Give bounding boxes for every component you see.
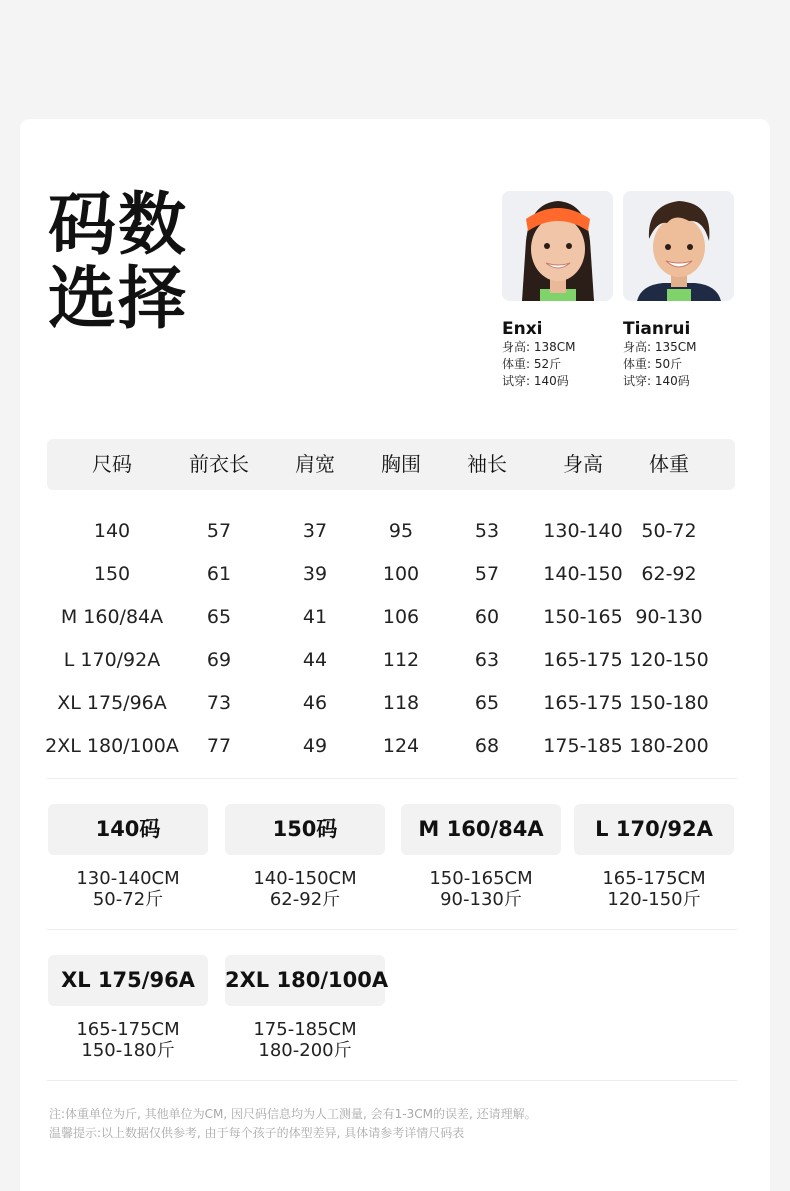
table-cell: 49 <box>302 735 328 757</box>
size-card-label: 150码 <box>225 804 385 855</box>
page-title-line-1: 码数 <box>48 186 189 265</box>
column-header: 体重 <box>649 452 689 476</box>
table-cell: 165-175 <box>543 649 623 671</box>
table-cell: 2XL 180/100A <box>45 735 179 757</box>
model-photo-tianrui <box>623 191 734 301</box>
footnote-tip: 温馨提示:以上数据仅供参考, 由于每个孩子的体型差异, 具体请参考详情尺码表 <box>49 1126 465 1140</box>
table-cell: 50-72 <box>641 520 697 542</box>
table-cell: 150 <box>93 563 131 585</box>
table-cell: 60 <box>474 606 500 628</box>
size-card-height: 175-185CM <box>253 1019 357 1040</box>
table-cell: 65 <box>206 606 232 628</box>
size-card-height: 165-175CM <box>76 1019 180 1040</box>
column-header: 身高 <box>563 452 603 476</box>
divider <box>47 929 737 930</box>
table-row <box>20 519 770 549</box>
size-card-weight: 150-180斤 <box>81 1040 175 1061</box>
table-cell: 150-180 <box>629 692 709 714</box>
size-card-label: 140码 <box>48 804 208 855</box>
model-card-tianrui <box>623 191 735 390</box>
table-cell: 65 <box>474 692 500 714</box>
table-row <box>20 648 770 678</box>
divider <box>47 1080 737 1081</box>
size-card-label: L 170/92A <box>574 804 734 855</box>
column-header: 胸围 <box>381 452 421 476</box>
table-cell: 120-150 <box>629 649 709 671</box>
table-cell: 41 <box>302 606 328 628</box>
table-cell: 69 <box>206 649 232 671</box>
boy-portrait-icon <box>623 191 734 301</box>
page-title-line-2: 选择 <box>48 260 189 339</box>
table-cell: 53 <box>474 520 500 542</box>
model-card-enxi <box>502 191 614 390</box>
size-card-height: 150-165CM <box>429 868 533 889</box>
page-title <box>48 186 189 339</box>
table-cell: 180-200 <box>629 735 709 757</box>
table-cell: 130-140 <box>543 520 623 542</box>
table-cell: 118 <box>382 692 420 714</box>
size-card-height: 165-175CM <box>602 868 706 889</box>
size-card-weight: 90-130斤 <box>440 889 522 910</box>
table-cell: L 170/92A <box>63 649 161 671</box>
table-cell: 37 <box>302 520 328 542</box>
table-cell: 39 <box>302 563 328 585</box>
table-cell: 140 <box>93 520 131 542</box>
table-cell: 100 <box>382 563 420 585</box>
table-cell: 165-175 <box>543 692 623 714</box>
table-cell: 44 <box>302 649 328 671</box>
model-name: Tianrui <box>623 319 691 339</box>
size-card-label: M 160/84A <box>401 804 561 855</box>
divider <box>47 778 737 779</box>
model-fit-size: 试穿: 140码 <box>623 374 690 388</box>
size-guide-card <box>20 119 770 1191</box>
table-cell: 57 <box>474 563 500 585</box>
table-row <box>20 562 770 592</box>
size-card <box>574 804 734 910</box>
column-header: 前衣长 <box>189 452 249 476</box>
girl-portrait-icon <box>502 191 613 301</box>
size-card-height: 130-140CM <box>76 868 180 889</box>
size-card-label: XL 175/96A <box>48 955 208 1006</box>
size-card <box>401 804 561 910</box>
table-cell: 68 <box>474 735 500 757</box>
table-row <box>20 605 770 635</box>
table-cell: 106 <box>382 606 420 628</box>
table-cell: 175-185 <box>543 735 623 757</box>
table-cell: 150-165 <box>543 606 623 628</box>
table-row <box>20 691 770 721</box>
table-cell: 90-130 <box>635 606 703 628</box>
size-table-header <box>47 439 735 490</box>
column-header: 肩宽 <box>295 452 335 476</box>
table-row <box>20 734 770 764</box>
model-weight: 体重: 52斤 <box>502 357 562 371</box>
model-height: 身高: 138CM <box>502 340 576 354</box>
table-cell: 57 <box>206 520 232 542</box>
table-cell: 95 <box>388 520 414 542</box>
table-cell: M 160/84A <box>60 606 164 628</box>
model-height: 身高: 135CM <box>623 340 697 354</box>
model-name: Enxi <box>502 319 543 339</box>
size-card-weight: 120-150斤 <box>607 889 701 910</box>
model-fit-size: 试穿: 140码 <box>502 374 569 388</box>
table-cell: 73 <box>206 692 232 714</box>
table-cell: 61 <box>206 563 232 585</box>
size-card-height: 140-150CM <box>253 868 357 889</box>
table-cell: 62-92 <box>641 563 697 585</box>
size-card-weight: 50-72斤 <box>92 889 164 910</box>
table-cell: 77 <box>206 735 232 757</box>
table-cell: 112 <box>382 649 420 671</box>
table-cell: 63 <box>474 649 500 671</box>
size-card <box>48 955 208 1061</box>
table-cell: 124 <box>382 735 420 757</box>
model-photo-enxi <box>502 191 613 301</box>
table-cell: 140-150 <box>543 563 623 585</box>
model-weight: 体重: 50斤 <box>623 357 683 371</box>
table-cell: XL 175/96A <box>57 692 167 714</box>
column-header: 袖长 <box>467 452 507 476</box>
size-card <box>48 804 208 910</box>
table-cell: 46 <box>302 692 328 714</box>
size-card-weight: 62-92斤 <box>269 889 341 910</box>
size-card-label: 2XL 180/100A <box>225 955 385 1006</box>
column-header: 尺码 <box>92 452 132 476</box>
size-card <box>225 955 389 1061</box>
size-card <box>225 804 385 910</box>
size-card-weight: 180-200斤 <box>258 1040 352 1061</box>
footnote-units: 注:体重单位为斤, 其他单位为CM, 因尺码信息均为人工测量, 会有1-3CM的误差, 还请理解。 <box>49 1107 537 1121</box>
